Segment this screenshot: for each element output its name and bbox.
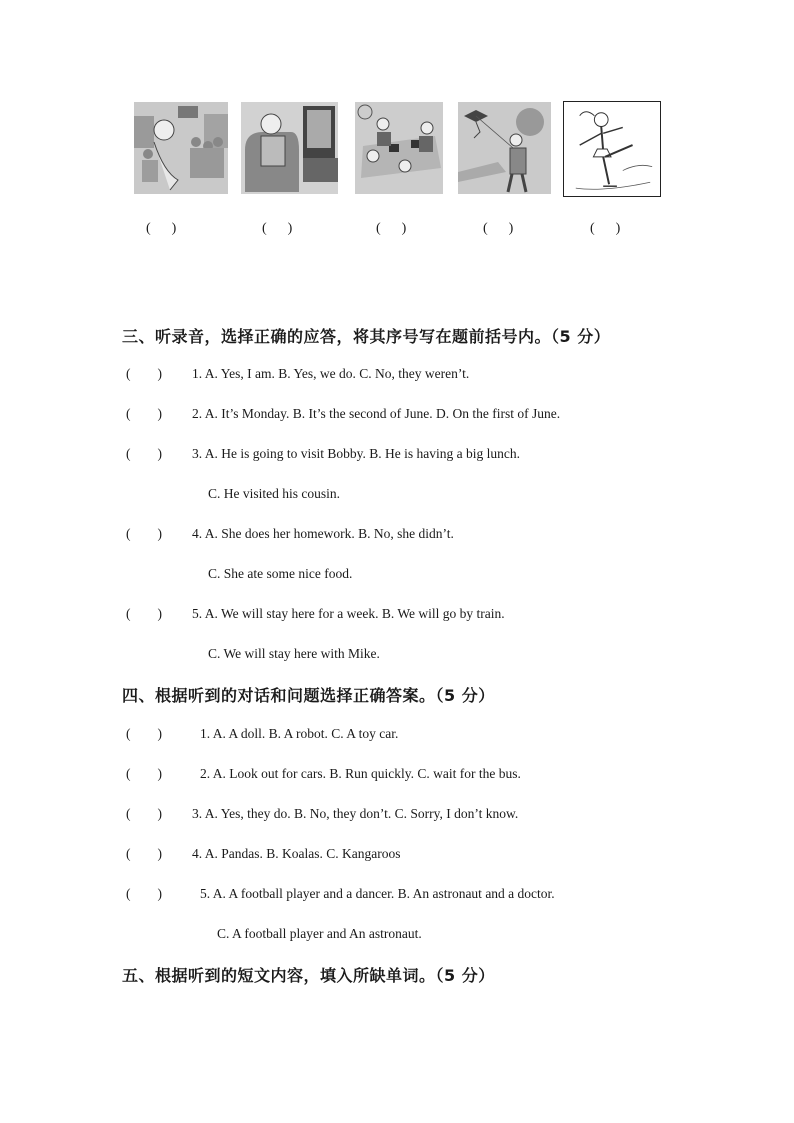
picture-4 [458, 102, 551, 194]
picture-1 [134, 102, 228, 194]
picture-2 [241, 102, 338, 194]
answer-blank[interactable]: ( ) [126, 366, 162, 381]
parade-icon [134, 102, 228, 194]
answer-blank[interactable]: ( ) [126, 606, 162, 621]
answer-blank[interactable]: ( ) [126, 446, 162, 461]
section-4-heading: 四、根据听到的对话和问题选择正确答案。（5 分） [122, 686, 495, 705]
answer-blank[interactable]: ( ) [126, 846, 162, 861]
question-3-3-option-c: C. He visited his cousin. [208, 486, 340, 501]
section-5-heading: 五、根据听到的短文内容，填入所缺单词。（5 分） [122, 966, 495, 985]
question-3-4-option-c: C. She ate some nice food. [208, 566, 353, 581]
answer-blank[interactable]: ( ) [126, 806, 162, 821]
kite-flying-icon [458, 102, 551, 194]
answer-blank[interactable]: ( ) [126, 886, 162, 901]
question-3-5: 5. A. We will stay here for a week. B. We will go by train. [192, 606, 505, 621]
question-4-2: 2. A. Look out for cars. B. Run quickly. C. wait for the bus. [200, 766, 521, 781]
question-3-1: 1. A. Yes, I am. B. Yes, we do. C. No, they weren’t. [192, 366, 470, 381]
picture-5 [563, 101, 661, 197]
picture-answer-blank-4[interactable]: ( ) [483, 221, 514, 236]
question-3-5-option-c: C. We will stay here with Mike. [208, 646, 380, 661]
picture-answer-blank-1[interactable]: ( ) [146, 221, 177, 236]
answer-blank[interactable]: ( ) [126, 526, 162, 541]
watching-tv-icon [241, 102, 338, 194]
skating-icon [564, 102, 660, 196]
question-4-3: 3. A. Yes, they do. B. No, they don’t. C. Sorry, I don’t know. [192, 806, 519, 821]
question-4-5: 5. A. A football player and a dancer. B. An astronaut and a doctor. [200, 886, 555, 901]
question-4-1: 1. A. A doll. B. A robot. C. A toy car. [200, 726, 399, 741]
section-3-heading: 三、听录音，选择正确的应答，将其序号写在题前括号内。（5 分） [122, 327, 611, 346]
question-3-2: 2. A. It’s Monday. B. It’s the second of June. D. On the first of June. [192, 406, 561, 421]
question-3-3: 3. A. He is going to visit Bobby. B. He is having a big lunch. [192, 446, 520, 461]
picture-3 [355, 102, 443, 194]
question-4-4: 4. A. Pandas. B. Koalas. C. Kangaroos [192, 846, 401, 861]
question-4-5-option-c: C. A football player and An astronaut. [217, 926, 422, 941]
answer-blank[interactable]: ( ) [126, 726, 162, 741]
picture-answer-blank-2[interactable]: ( ) [262, 221, 293, 236]
picnic-icon [355, 102, 443, 194]
picture-answer-blank-3[interactable]: ( ) [376, 221, 407, 236]
answer-blank[interactable]: ( ) [126, 766, 162, 781]
picture-answer-blank-5[interactable]: ( ) [590, 221, 621, 236]
question-3-4: 4. A. She does her homework. B. No, she didn’t. [192, 526, 454, 541]
answer-blank[interactable]: ( ) [126, 406, 162, 421]
